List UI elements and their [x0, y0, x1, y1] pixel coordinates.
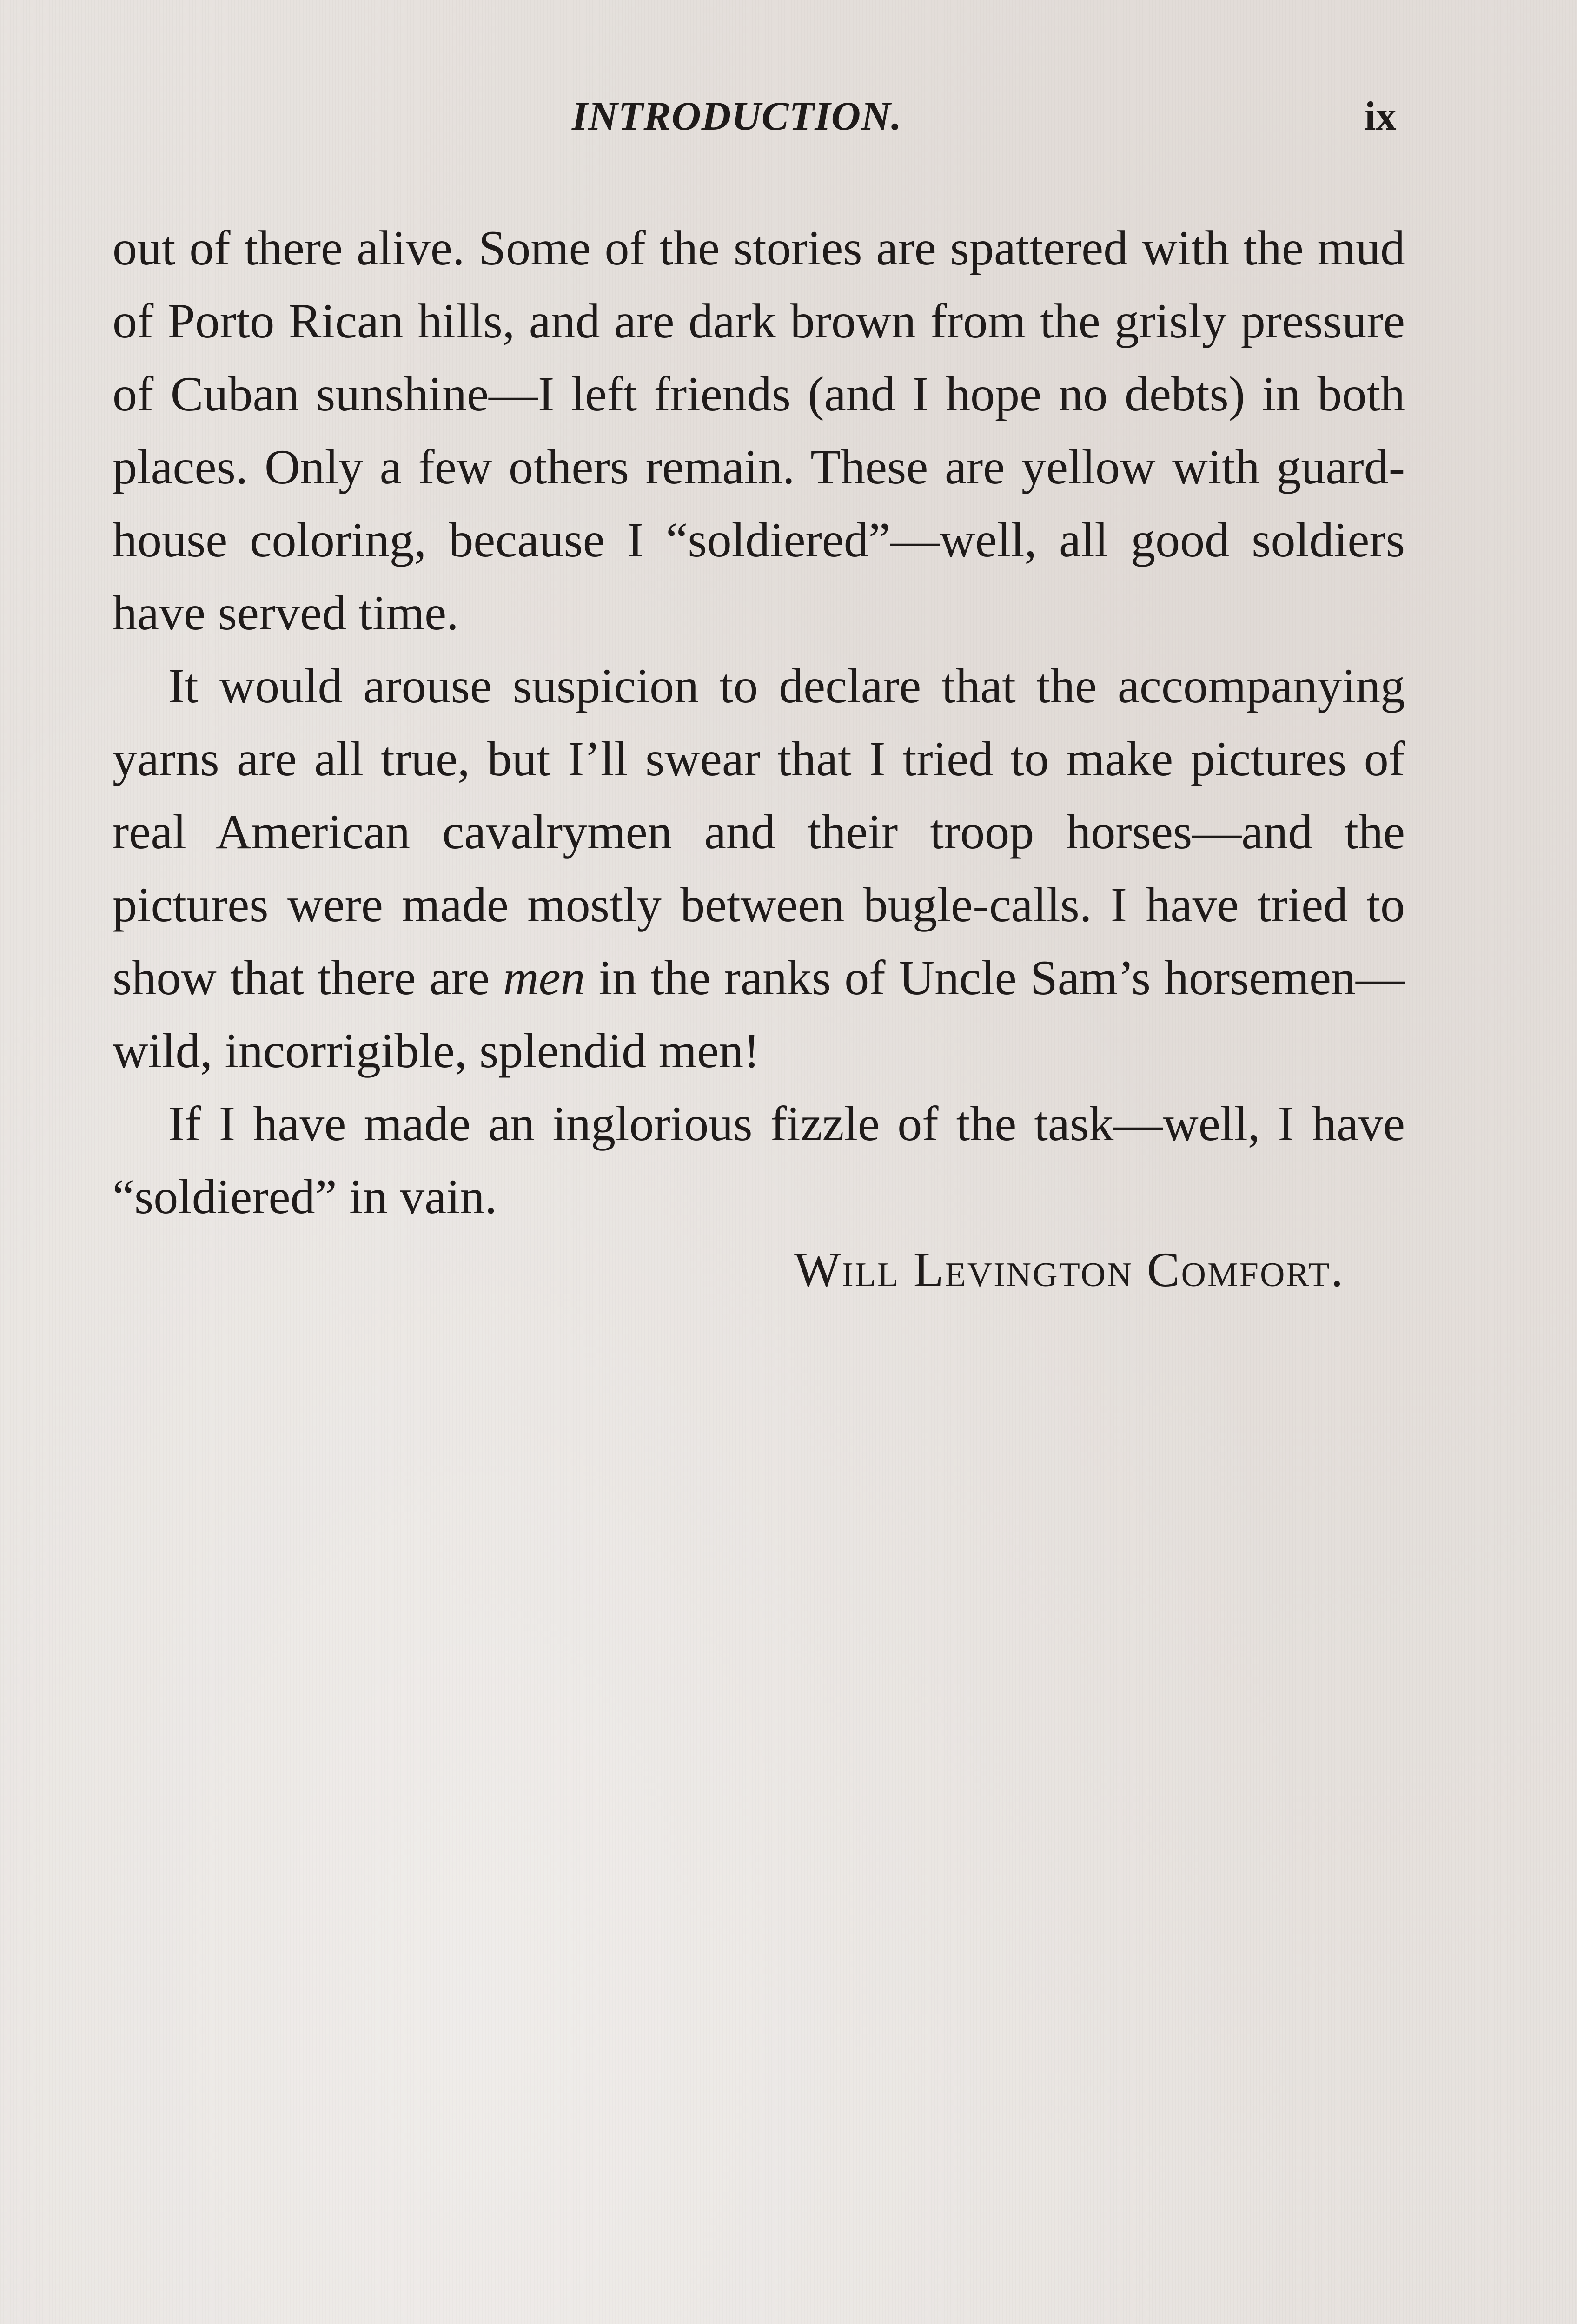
paragraph-2-text: It would arouse suspicion to declare that the accompanying yarns are all true, but I’ll swear that I tried to make pictures of real American cavalrymen and their troop horses—and the pictures were made mostly between bugle-calls. I have tried to show that there are	[113, 659, 1405, 1005]
paragraph-2-end: in the ranks of Uncle Sam’s horsemen—wild, incorrigible, splendid men!	[113, 951, 1405, 1078]
running-head-title: INTRODUCTION.	[572, 94, 902, 139]
paragraph-3: If I have made an inglorious fizzle of the task—well, I have “soldiered” in vain.	[113, 1096, 1405, 1224]
paragraph-2-italic: men	[503, 951, 585, 1005]
paragraph-2	[113, 649, 1405, 1087]
paragraph-1: out of there alive. Some of the stories are spattered with the mud of Porto Rican hills, and are dark brown from the grisly pressure of Cuban sunshine—I left friends (and I hope no debts) in both places. Only a few others remain. These are yellow with guard-house coloring, because I “soldiered”—well, all good soldiers have served time.	[113, 221, 1405, 640]
author-signature: Will Levington Comfort.	[794, 1242, 1345, 1297]
running-head	[0, 93, 1577, 149]
body-text	[113, 211, 1405, 1306]
page-number: ix	[1365, 94, 1397, 139]
